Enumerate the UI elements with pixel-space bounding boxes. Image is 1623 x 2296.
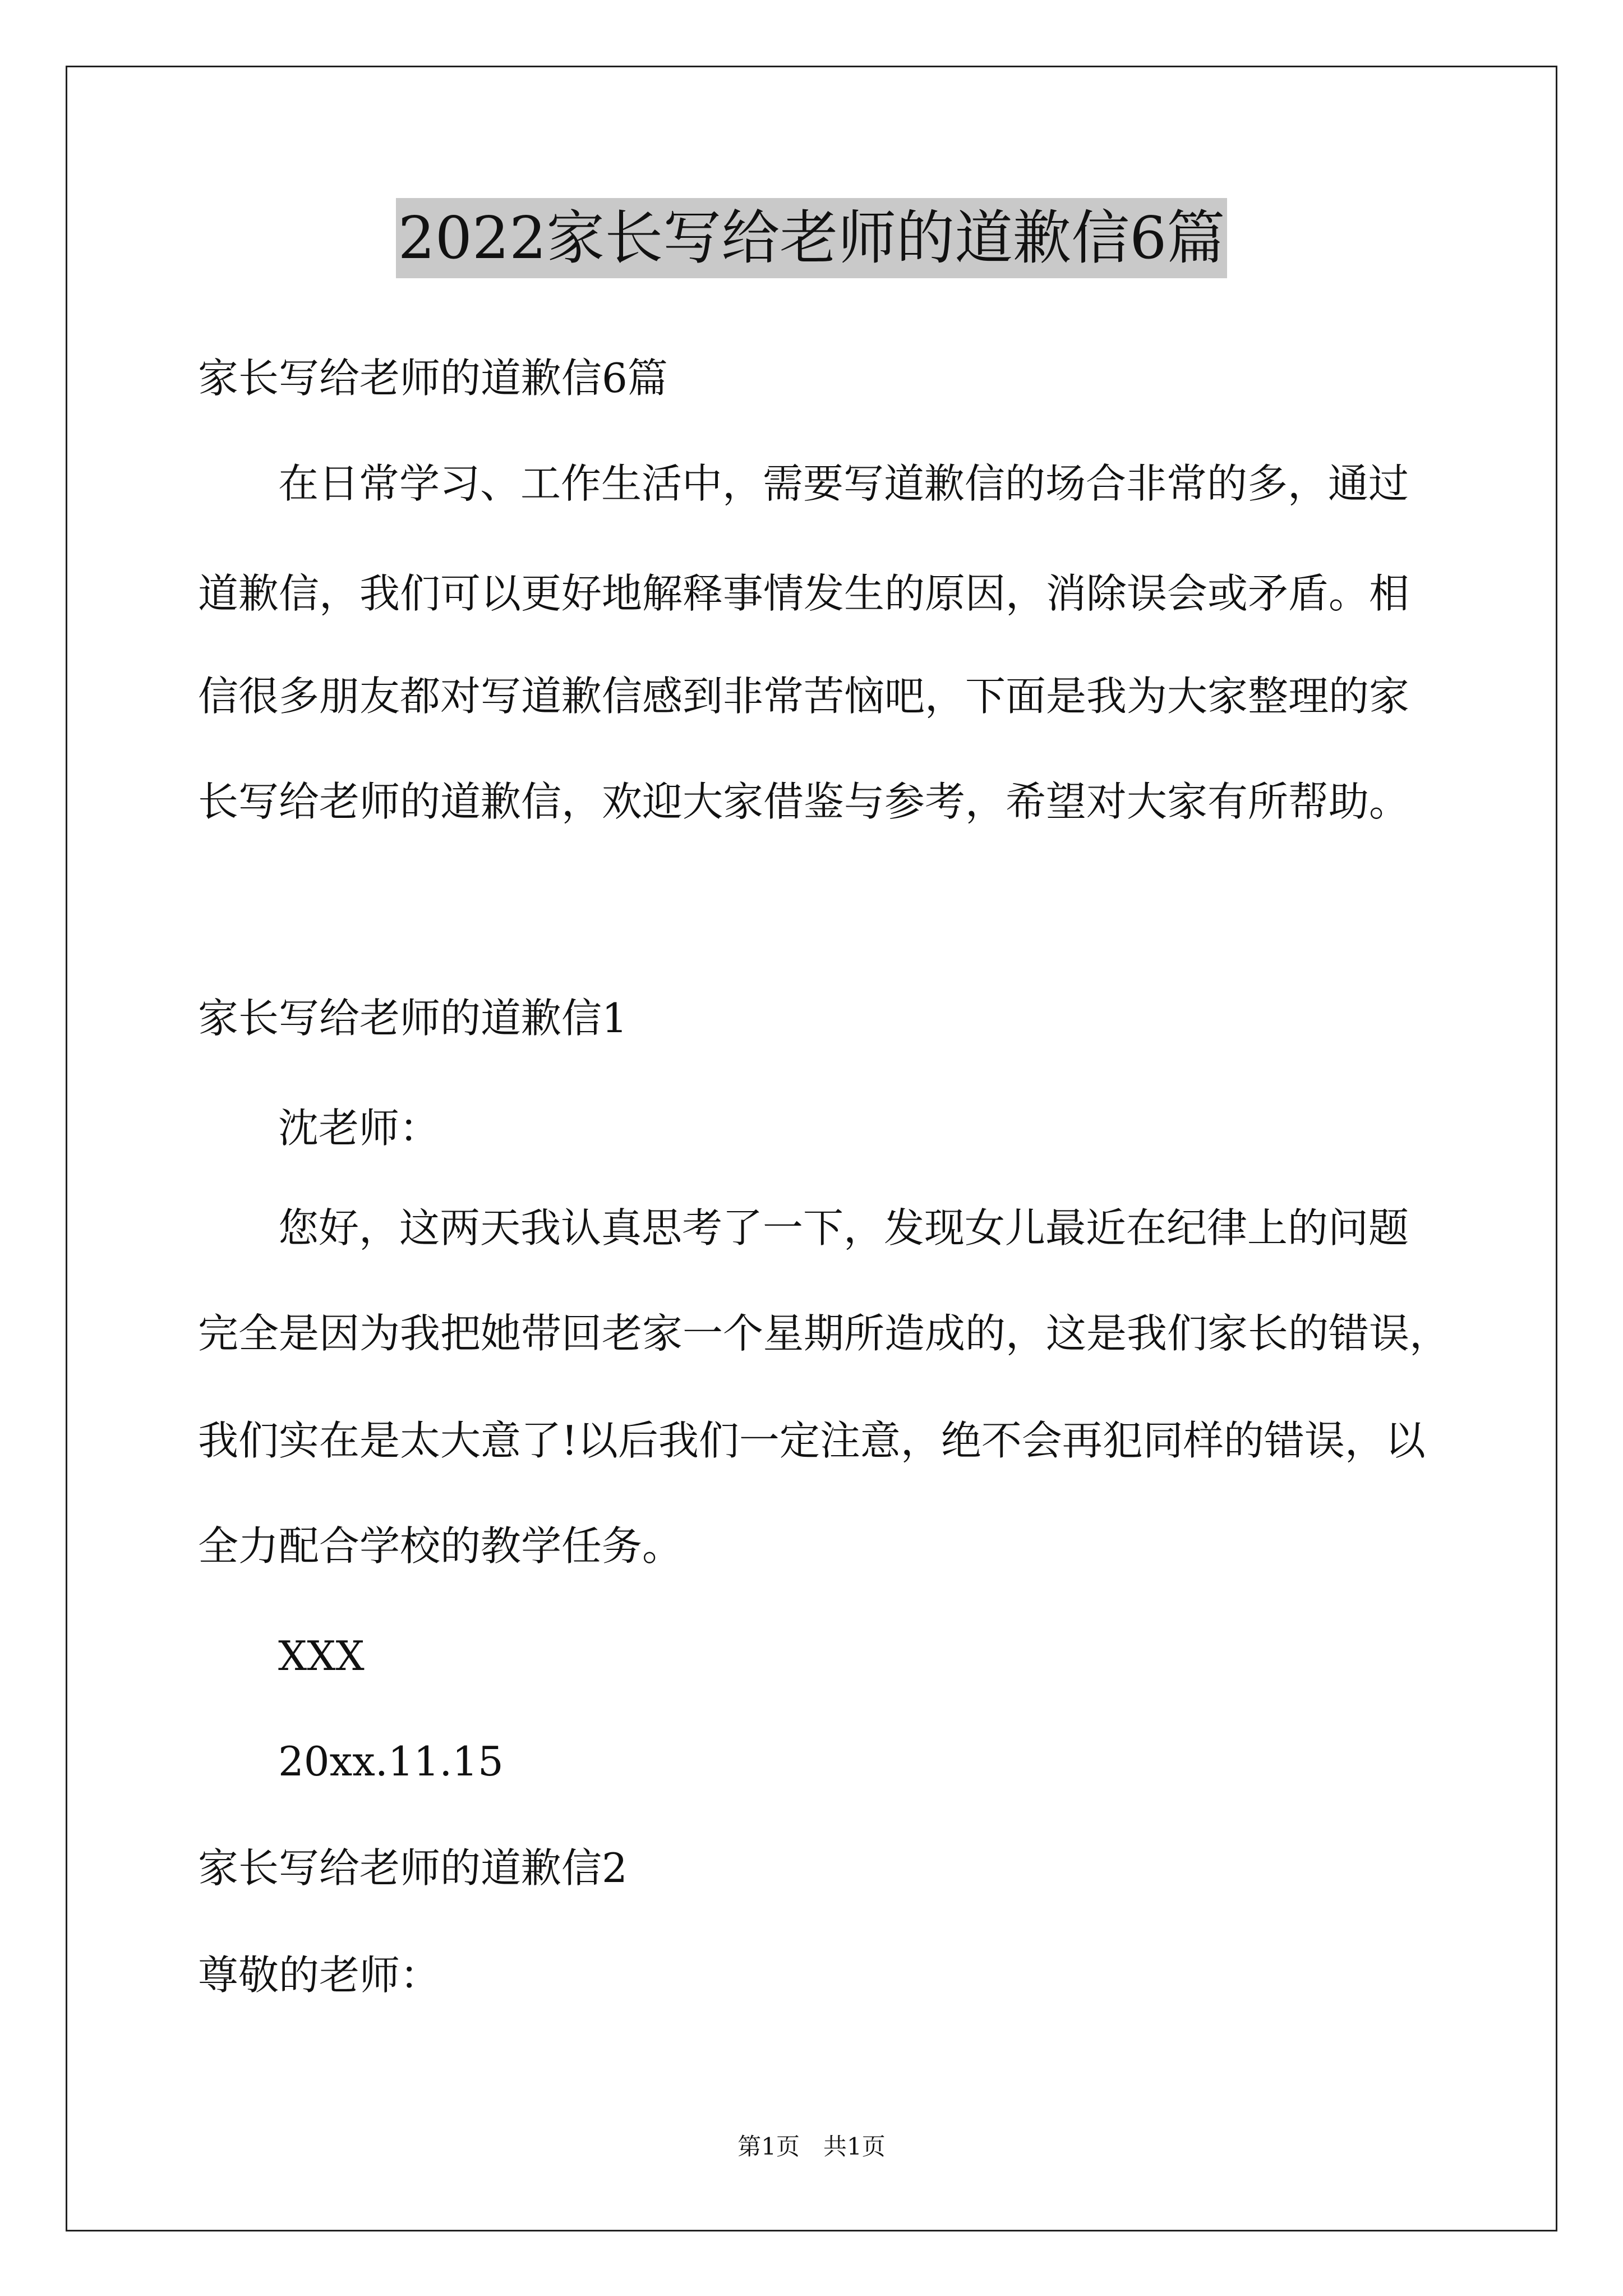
footer-page-number: 第1页 bbox=[737, 2133, 800, 2160]
letter1-signature: XXX bbox=[278, 1632, 365, 1680]
letter1-date: 20xx.11.15 bbox=[278, 1738, 504, 1785]
title-row bbox=[0, 198, 1623, 278]
letter1-salutation: 沈老师： bbox=[278, 1105, 440, 1152]
page-footer bbox=[0, 2133, 1623, 2161]
letter1-heading: 家长写给老师的道歉信1 bbox=[198, 995, 628, 1042]
letter1-body-line: 全力配合学校的教学任务。 bbox=[198, 1522, 683, 1570]
letter2-heading: 家长写给老师的道歉信2 bbox=[198, 1844, 628, 1892]
letter1-body-line: 您好，这两天我认真思考了一下，发现女儿最近在纪律上的问题 bbox=[278, 1204, 1409, 1251]
letter2-salutation: 尊敬的老师： bbox=[198, 1952, 441, 1999]
letter1-body-line: 我们实在是太大意了!以后我们一定注意，绝不会再犯同样的错误，以 bbox=[198, 1417, 1426, 1464]
intro-line: 道歉信，我们可以更好地解释事情发生的原因，消除误会或矛盾。相 bbox=[198, 570, 1410, 617]
letter1-body-line: 完全是因为我把她带回老家一个星期所造成的，这是我们家长的错误， bbox=[198, 1310, 1450, 1357]
footer-page-total: 共1页 bbox=[823, 2133, 886, 2160]
document-title: 2022家长写给老师的道歉信6篇 bbox=[396, 198, 1228, 278]
document-heading: 家长写给老师的道歉信6篇 bbox=[198, 355, 668, 402]
intro-line: 在日常学习、工作生活中，需要写道歉信的场合非常的多，通过 bbox=[278, 460, 1409, 507]
intro-line: 信很多朋友都对写道歉信感到非常苦恼吧，下面是我为大家整理的家 bbox=[198, 673, 1410, 720]
intro-line: 长写给老师的道歉信，欢迎大家借鉴与参考，希望对大家有所帮助。 bbox=[198, 778, 1410, 825]
